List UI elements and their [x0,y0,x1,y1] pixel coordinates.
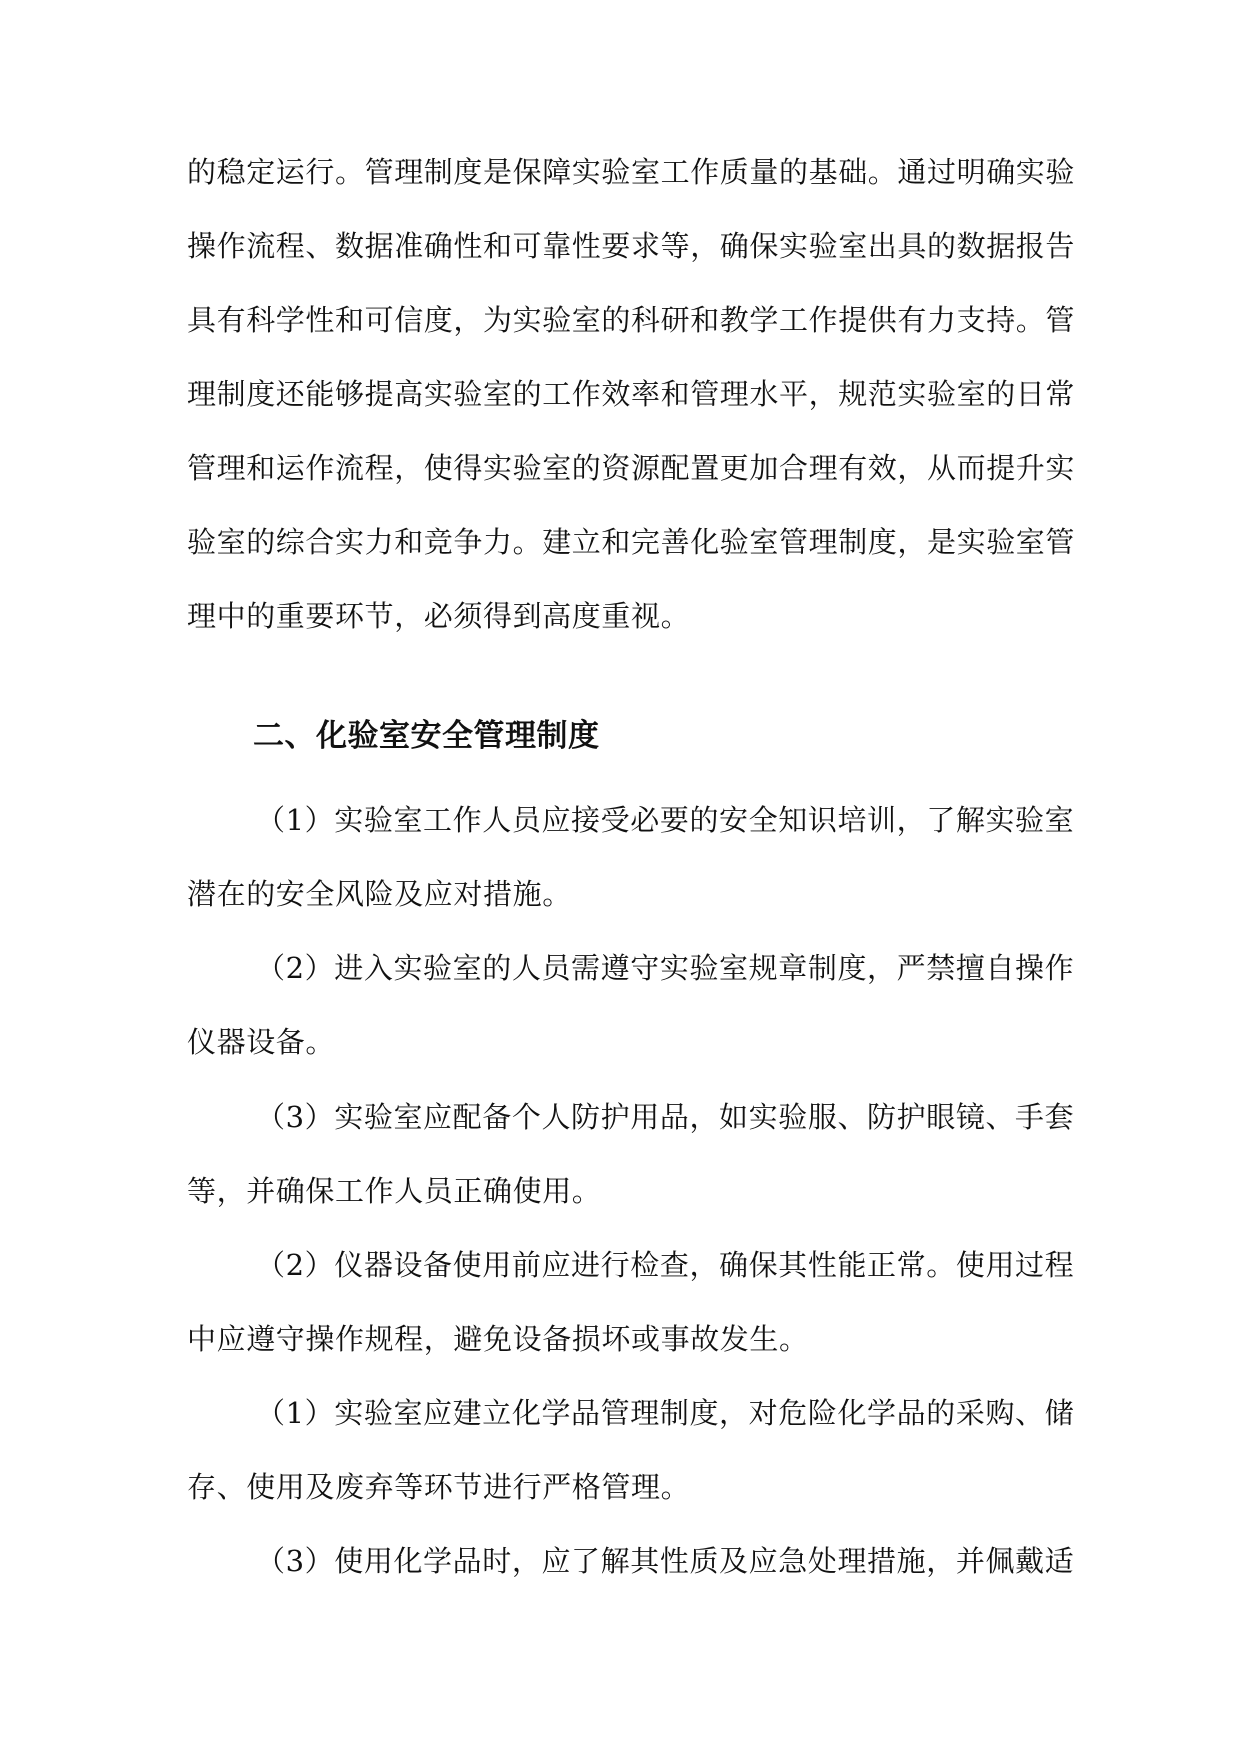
intro-line-6: 验室的综合实力和竞争力。建立和完善化验室管理制度，是实验室管 [187,525,1076,559]
intro-line-1: 的稳定运行。管理制度是保障实验室工作质量的基础。通过明确实验 [187,155,1076,189]
item-1-first-line: （1）实验室工作人员应接受必要的安全知识培训，了解实验室 [256,803,1075,837]
item-5-continuation: 存、使用及废弃等环节进行严格管理。 [187,1470,691,1504]
item-1-continuation: 潜在的安全风险及应对措施。 [187,877,572,911]
intro-line-2: 操作流程、数据准确性和可靠性要求等，确保实验室出具的数据报告 [187,229,1076,263]
item-5-first-line: （1）实验室应建立化学品管理制度，对危险化学品的采购、储 [256,1396,1075,1430]
item-4-continuation: 中应遵守操作规程，避免设备损坏或事故发生。 [187,1322,809,1356]
item-3-continuation: 等，并确保工作人员正确使用。 [187,1174,602,1208]
section-heading: 二、化验室安全管理制度 [253,718,600,754]
item-4-first-line: （2）仪器设备使用前应进行检查，确保其性能正常。使用过程 [256,1248,1075,1282]
intro-line-4: 理制度还能够提高实验室的工作效率和管理水平，规范实验室的日常 [187,377,1076,411]
intro-line-5: 管理和运作流程，使得实验室的资源配置更加合理有效，从而提升实 [187,451,1076,485]
intro-line-3: 具有科学性和可信度，为实验室的科研和教学工作提供有力支持。管 [187,303,1076,337]
intro-line-7: 理中的重要环节，必须得到高度重视。 [187,599,691,633]
item-6-first-line: （3）使用化学品时，应了解其性质及应急处理措施，并佩戴适 [256,1544,1075,1578]
item-2-first-line: （2）进入实验室的人员需遵守实验室规章制度，严禁擅自操作 [256,951,1075,985]
item-2-continuation: 仪器设备。 [187,1025,336,1059]
item-3-first-line: （3）实验室应配备个人防护用品，如实验服、防护眼镜、手套 [256,1100,1075,1134]
